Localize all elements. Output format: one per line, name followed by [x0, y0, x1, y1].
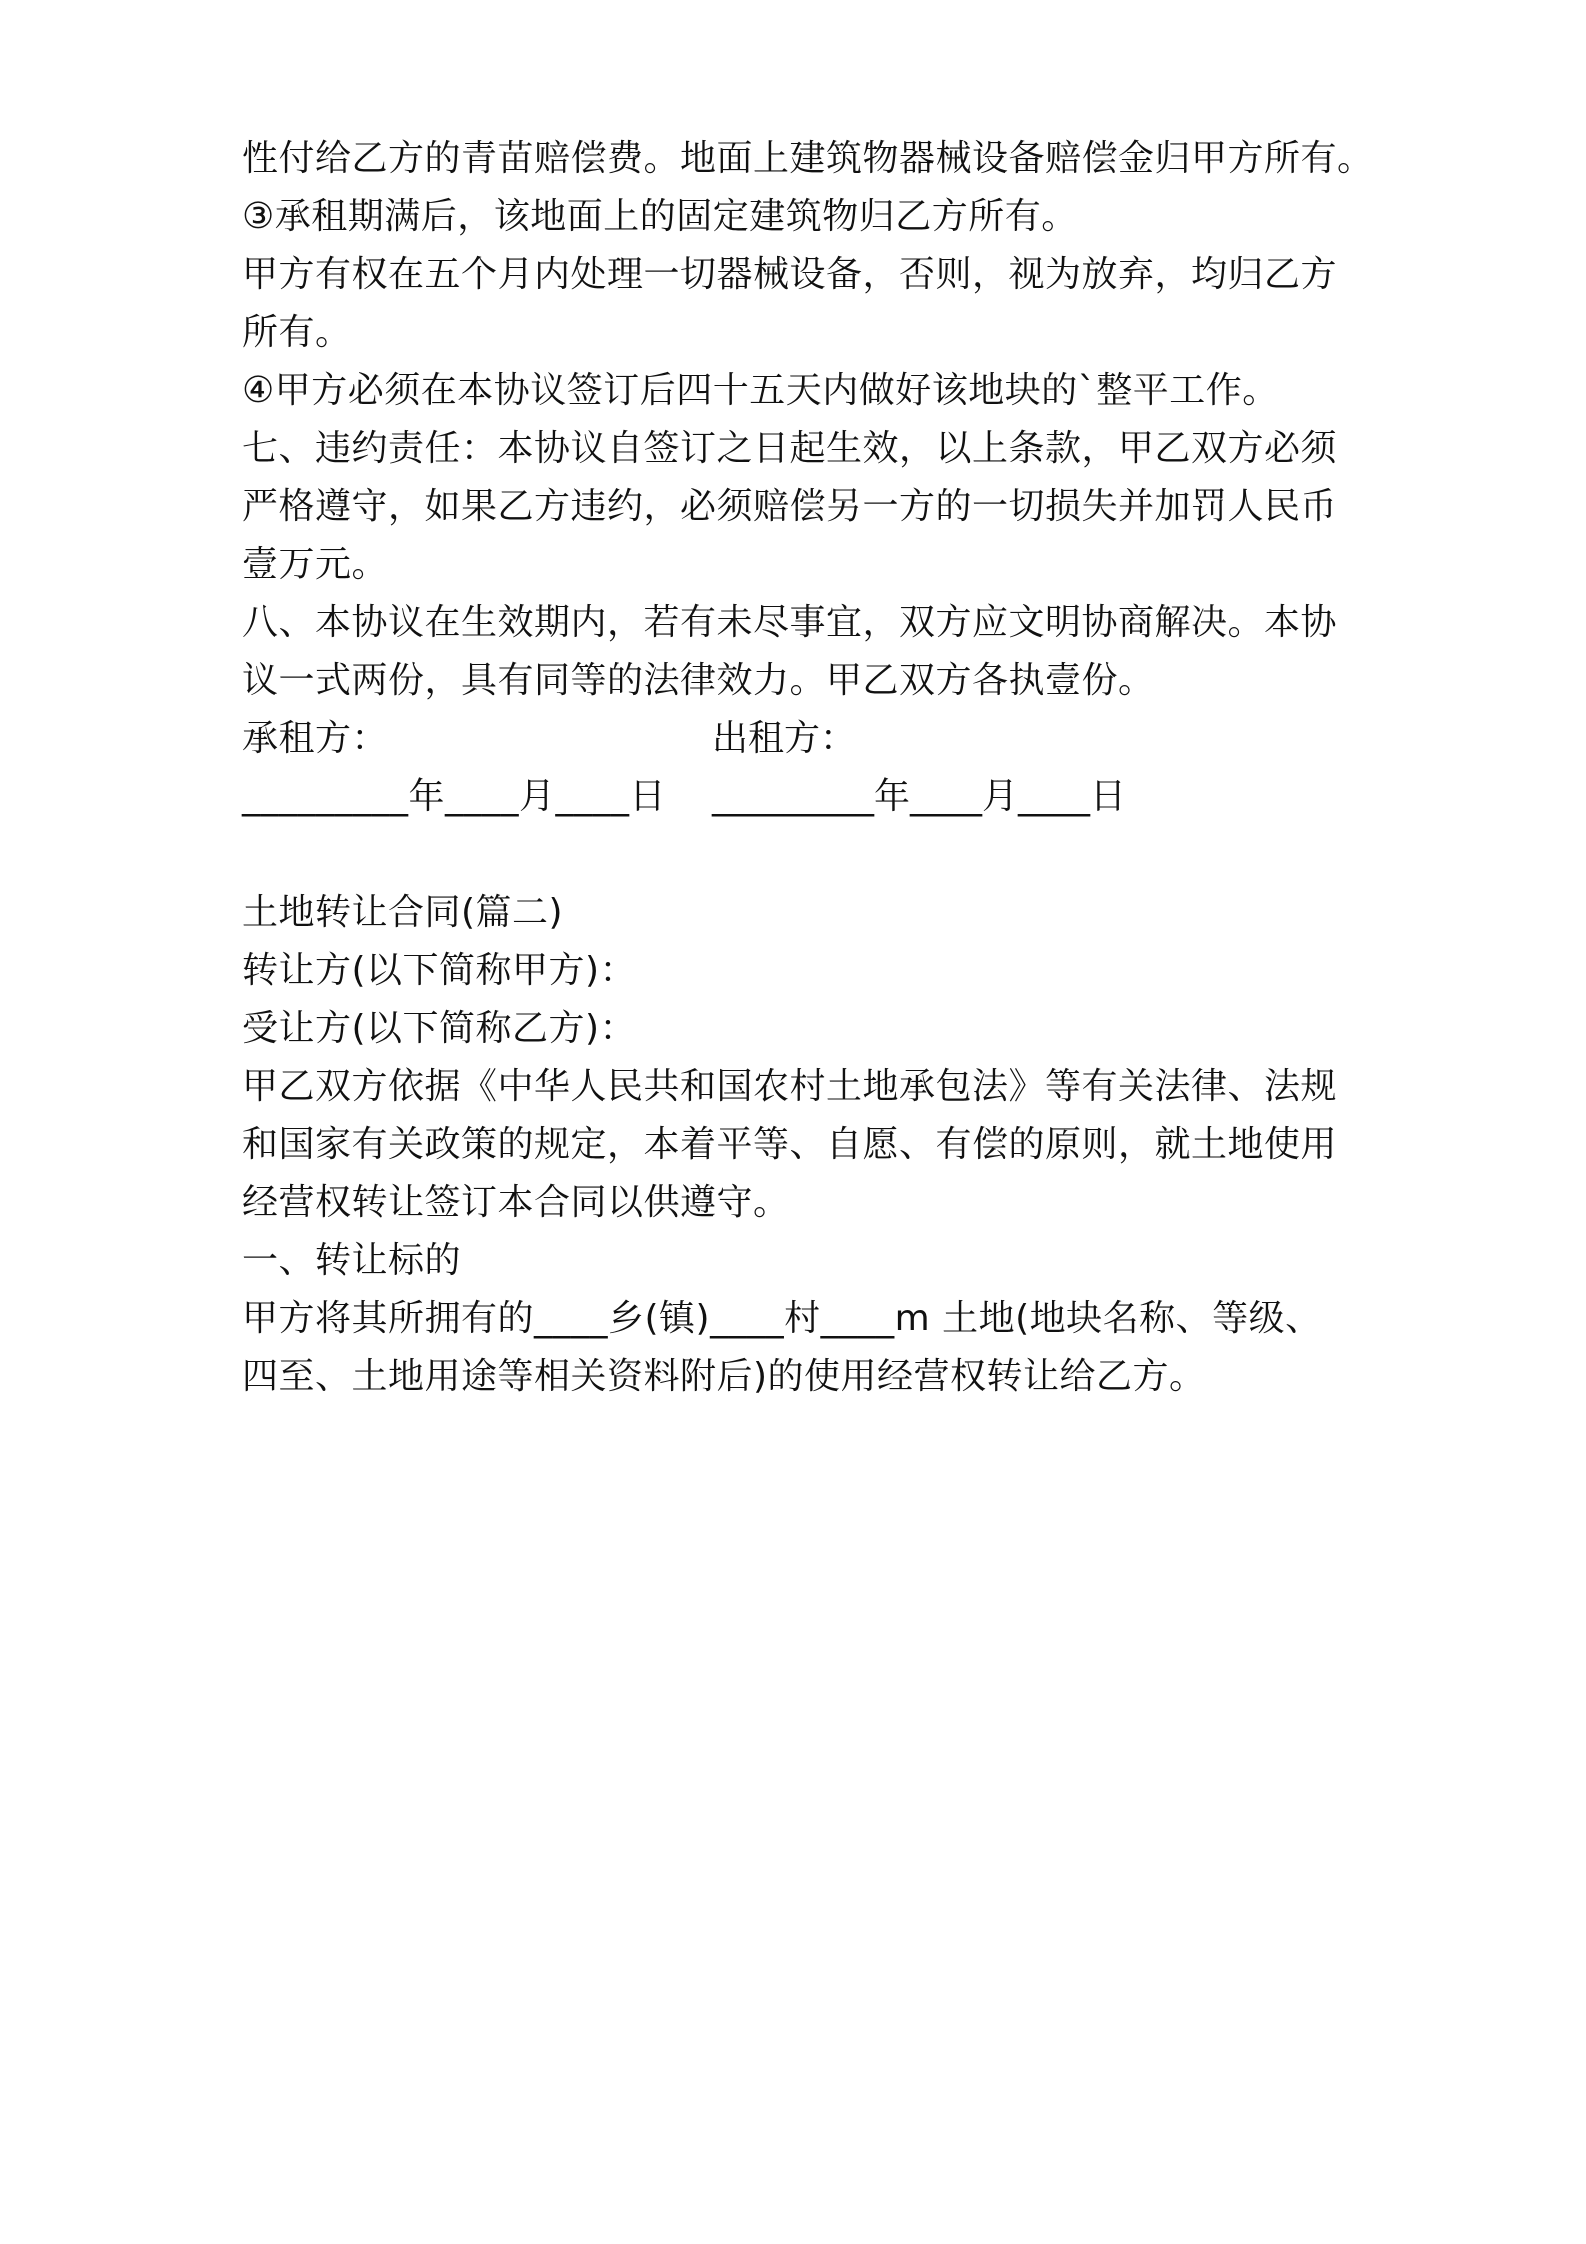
transferee-line: 受让方(以下简称乙方)：	[242, 1008, 637, 1049]
paragraph-line: 议一式两份，具有同等的法律效力。甲乙双方各执壹份。	[242, 660, 1155, 701]
paragraph-line: 甲方有权在五个月内处理一切器械设备，否则，视为放弃，均归乙方	[242, 254, 1338, 295]
paragraph-line: 所有。	[242, 312, 352, 353]
paragraph-line: 严格遵守，如果乙方违约，必须赔偿另一方的一切损失并加罚人民币	[242, 486, 1338, 527]
paragraph-line: 甲方将其所拥有的____乡(镇)____村____m 土地(地块名称、等级、	[242, 1298, 1322, 1339]
paragraph-line: 壹万元。	[242, 544, 389, 585]
paragraph-line: 性付给乙方的青苗赔偿费。地面上建筑物器械设备赔偿金归甲方所有。	[242, 138, 1374, 179]
paragraph-line: 甲乙双方依据《中华人民共和国农村土地承包法》等有关法律、法规	[242, 1066, 1338, 1107]
lessee-signature-label: 承租方：	[242, 718, 389, 759]
contract-title: 土地转让合同(篇二)	[242, 892, 564, 933]
lessor-signature-label: 出租方：	[712, 718, 857, 759]
paragraph-line: 经营权转让签订本合同以供遵守。	[242, 1182, 790, 1223]
paragraph-line: ④甲方必须在本协议签订后四十五天内做好该地块的`整平工作。	[242, 370, 1279, 411]
clause-7-heading-line: 七、违约责任：本协议自签订之日起生效，以上条款，甲乙双方必须	[242, 428, 1338, 469]
paragraph-line: 和国家有关政策的规定，本着平等、自愿、有偿的原则，就土地使用	[242, 1124, 1338, 1165]
section-heading: 一、转让标的	[242, 1240, 462, 1281]
clause-8-heading-line: 八、本协议在生效期内，若有未尽事宜，双方应文明协商解决。本协	[242, 602, 1338, 643]
transferor-line: 转让方(以下简称甲方)：	[242, 950, 637, 991]
paragraph-line: 四至、土地用途等相关资料附后)的使用经营权转让给乙方。	[242, 1356, 1206, 1397]
lessee-date-blank: _________年____月____日	[242, 776, 666, 817]
paragraph-line: ③承租期满后，该地面上的固定建筑物归乙方所有。	[242, 196, 1078, 237]
lessor-date-blank: _________年____月____日	[712, 776, 1126, 817]
